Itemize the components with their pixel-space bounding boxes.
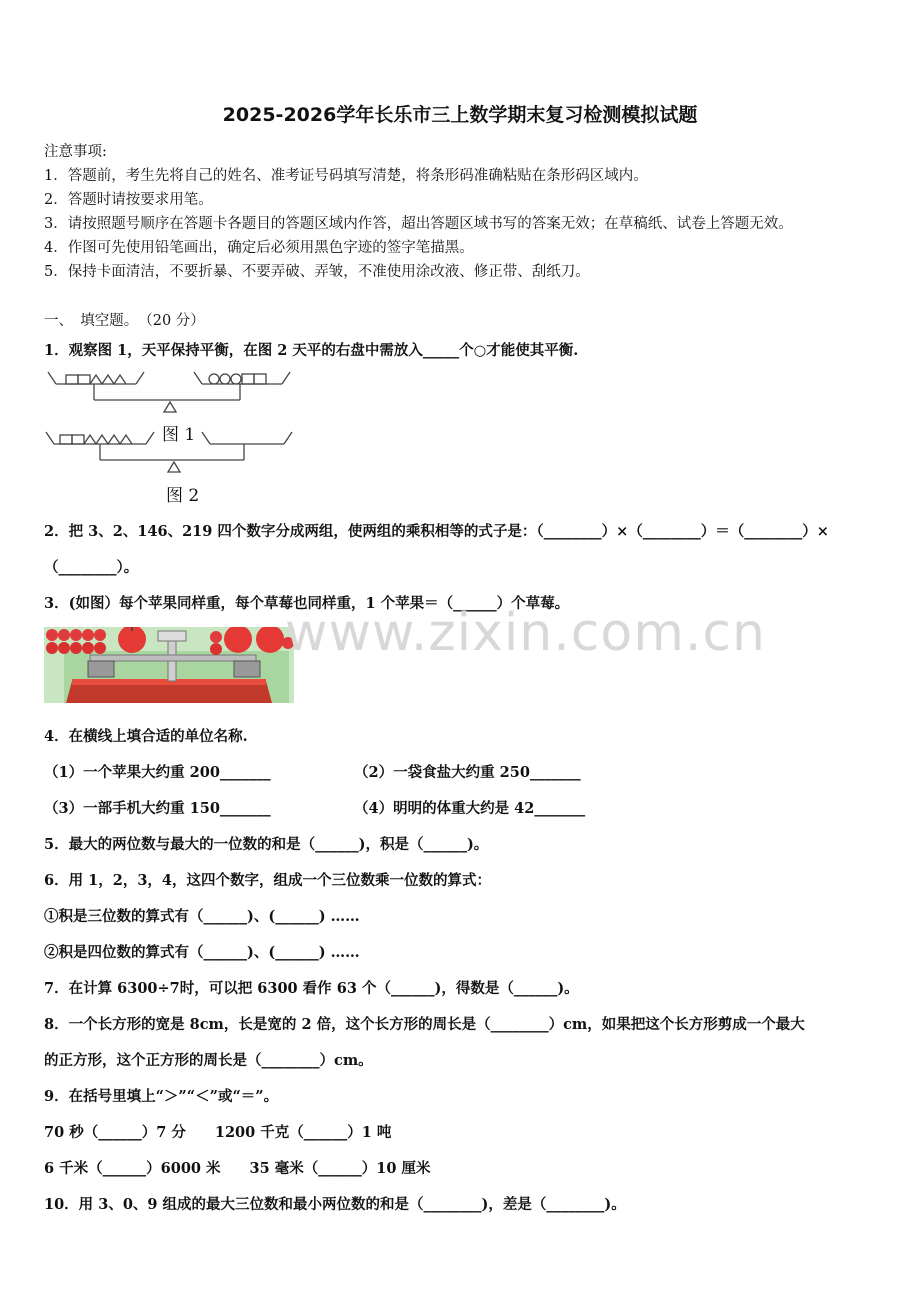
notice-item: 5．保持卡面清洁，不要折暴、不要弄破、弄皱，不准使用涂改液、修正带、刮纸刀。 [44, 264, 590, 280]
notice-item: 4．作图可先使用铅笔画出，确定后必须用黑色字迹的签字笔描黑。 [44, 240, 474, 256]
question-3: 3．(如图）每个苹果同样重，每个草莓也同样重，1 个苹果＝（______）个草莓。 [44, 595, 570, 612]
section-heading: 一、 填空题。 （20 分） [44, 313, 205, 329]
notice-item: 2．答题时请按要求用笔。 [44, 192, 213, 208]
question-8: 8．一个长方形的宽是 8cm，长是宽的 2 倍，这个长方形的周长是（________）cm，如果把这个长方形剪成一个最大 [44, 1016, 805, 1033]
page-title: 2025-2026学年长乐市三上数学期末复习检测模拟试题 [222, 104, 698, 126]
question-4-item-4: （4）明明的体重大约是 42_______ [354, 800, 586, 817]
question-7: 7．在计算 6300÷7时，可以把 6300 看作 63 个（______)，得数是（______)。 [44, 980, 579, 997]
question-1: 1．观察图 1，天平保持平衡，在图 2 天平的右盘中需放入_____个○才能使其平衡. [44, 342, 579, 359]
question-8-continued: 的正方形，这个正方形的周长是（________）cm。 [44, 1052, 373, 1069]
notice-item: 1．答题前，考生先将自己的姓名、准考证号码填写清楚，将条形码准确粘贴在条形码区域内。 [44, 168, 648, 184]
figure-1-label: 图 1 [162, 425, 196, 445]
question-6-part-2: ②积是四位数的算式有（______)、(______) …… [44, 944, 360, 961]
question-10: 10．用 3、0、9 组成的最大三位数和最小两位数的和是（________)，差是（________)。 [44, 1196, 626, 1213]
question-4-item-3: （3）一部手机大约重 150_______ [44, 800, 271, 817]
question-2: 2．把 3、2、146、219 四个数字分成两组，使两组的乘积相等的式子是：（________）×（________）＝（________）× [44, 523, 829, 540]
question-4-item-2: （2）一袋食盐大约重 250_______ [354, 764, 581, 781]
question-9-row-2: 6 千米（______）6000 米 35 毫米（______）10 厘米 [44, 1160, 431, 1177]
notice-item: 3．请按照题号顺序在答题卡各题目的答题区域内作答，超出答题区域书写的答案无效；在草稿纸、试卷上答题无效。 [44, 216, 793, 232]
watermark: www.zixin.com.cn [285, 603, 766, 663]
notice-heading: 注意事项: [44, 144, 107, 160]
figure-2-label: 图 2 [166, 486, 200, 506]
question-9-row-1: 70 秒（______）7 分 1200 千克（______）1 吨 [44, 1124, 392, 1141]
question-9: 9．在括号里填上“＞”“＜”或“＝”。 [44, 1088, 279, 1105]
question-2-continued: （________）。 [44, 559, 139, 576]
question-4: 4．在横线上填合适的单位名称. [44, 728, 248, 745]
question-5: 5．最大的两位数与最大的一位数的和是（______)，积是（______)。 [44, 836, 489, 853]
apple-strawberry-scale-image [44, 627, 294, 703]
question-6-part-1: ①积是三位数的算式有（______)、(______) …… [44, 908, 360, 925]
question-6: 6．用 1，2，3，4，这四个数字，组成一个三位数乘一位数的算式： [44, 872, 491, 889]
question-4-item-1: （1）一个苹果大约重 200_______ [44, 764, 271, 781]
